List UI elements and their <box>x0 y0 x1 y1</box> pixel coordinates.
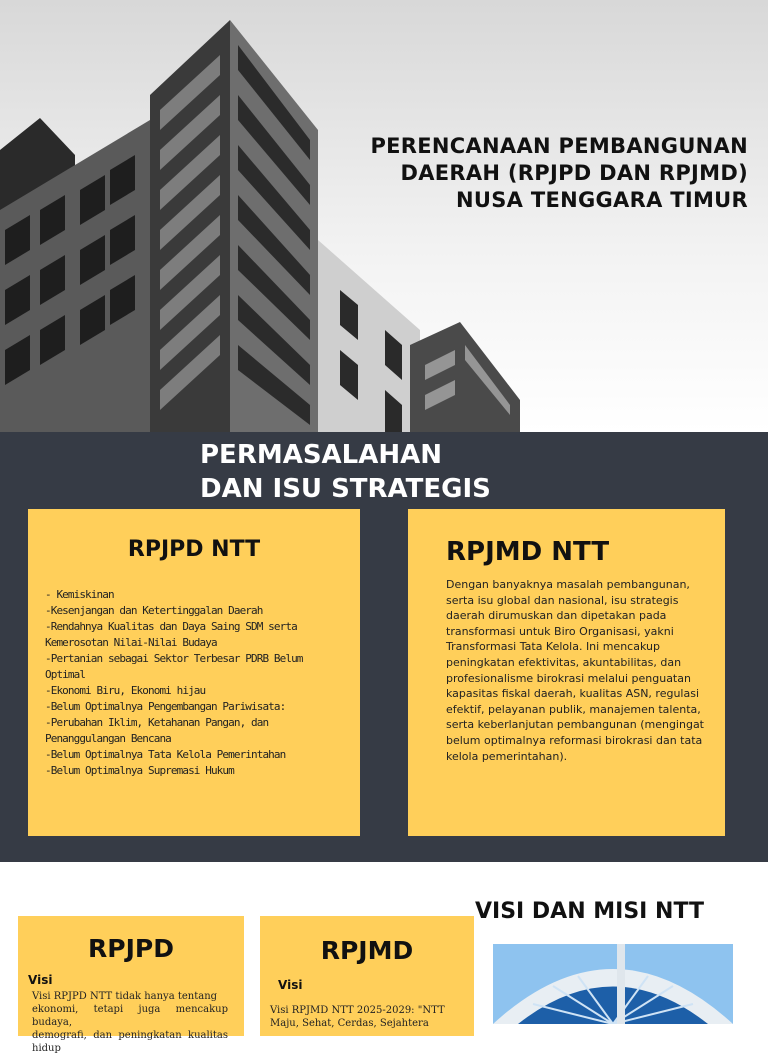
hero-title-line: PERENCANAAN PEMBANGUNAN <box>370 134 748 158</box>
text-line: daerah dirumuskan dan dipetakan pada <box>446 609 667 623</box>
rpjmd-vision-subtitle: Visi <box>278 978 303 992</box>
list-item: - Kemiskinan <box>45 588 114 601</box>
text-line: Transformasi Tata Kelola. Ini mencakup <box>446 640 660 654</box>
rpjpd-card-title: RPJPD NTT <box>127 537 261 562</box>
hero-title-line: DAERAH (RPJPD DAN RPJMD) <box>400 161 748 185</box>
rpjpd-vision-text <box>32 990 228 1055</box>
list-item: -Belum Optimalnya Tata Kelola Pemerintahan <box>45 748 286 761</box>
rpjpd-issues-card <box>28 509 360 836</box>
rpjmd-card-text <box>446 577 716 764</box>
list-item: Optimal <box>45 668 86 681</box>
list-item: -Rendahnya Kualitas dan Daya Saing SDM serta <box>45 620 297 633</box>
rpjmd-vision-text <box>270 1004 466 1030</box>
text-line: ekonomi, tetapi juga mencakup budaya, <box>32 1004 228 1028</box>
rpjpd-issues-list <box>45 587 345 779</box>
text-line: serta isu global dan nasional, isu strategis <box>446 593 679 607</box>
text-line: kelola pemerintahan). <box>446 749 568 763</box>
text-line: serta keberlanjutan pembangunan (mengingat <box>446 718 704 732</box>
government-building-photo <box>493 944 733 1024</box>
list-item: -Pertanian sebagai Sektor Terbesar PDRB Belum <box>45 652 303 665</box>
list-item: -Belum Optimalnya Pengembangan Pariwisata: <box>45 700 286 713</box>
list-item: -Belum Optimalnya Supremasi Hukum <box>45 764 234 777</box>
list-item: Kemerosotan Nilai-Nilai Budaya <box>45 636 217 649</box>
text-line: demografi, dan peningkatan kualitas hidup <box>32 1030 228 1054</box>
rpjmd-card-title: RPJMD NTT <box>446 537 610 567</box>
hero-banner <box>0 0 768 432</box>
list-item: Penanggulangan Bencana <box>45 732 171 745</box>
text-line: Dengan banyaknya masalah pembangunan, <box>446 578 690 591</box>
text-line: peningkatan efektivitas, akuntabilitas, dan <box>446 655 682 669</box>
rpjpd-vision-title: RPJPD <box>88 934 174 963</box>
text-line: transformasi untuk Biro Organisasi, yakni <box>446 624 674 638</box>
text-line: Visi RPJMD NTT 2025-2029: "NTT <box>270 1005 445 1016</box>
dome-illustration <box>493 944 733 1024</box>
section-title <box>200 438 491 506</box>
hero-title-line: NUSA TENGGARA TIMUR <box>456 188 748 212</box>
text-line: kapasitas fiskal daerah, kualitas ASN, regulasi <box>446 687 700 701</box>
text-line: profesionalisme birokrasi melalui penguatan <box>446 671 691 685</box>
rpjmd-issues-card <box>408 509 725 836</box>
rpjpd-vision-card <box>18 916 244 1054</box>
text-line: efektif, pelayanan publik, manajemen talenta, <box>446 702 701 716</box>
building-photo <box>0 0 768 432</box>
text-line: belum optimalnya reformasi birokrasi dan tata <box>446 733 703 747</box>
text-line: Maju, Sehat, Cerdas, Sejahtera <box>270 1018 429 1029</box>
hero-title <box>308 133 748 214</box>
vision-mission-title: VISI DAN MISI NTT <box>475 899 704 924</box>
rpjmd-vision-card <box>260 916 474 1036</box>
section-title-line: DAN ISU STRATEGIS <box>200 474 491 504</box>
rpjpd-vision-subtitle: Visi <box>28 973 53 987</box>
list-item: -Kesenjangan dan Ketertinggalan Daerah <box>45 604 263 617</box>
rpjmd-vision-title: RPJMD <box>320 936 414 965</box>
text-line: Visi RPJPD NTT tidak hanya tentang <box>32 991 218 1002</box>
list-item: -Perubahan Iklim, Ketahanan Pangan, dan <box>45 716 269 729</box>
section-title-line: PERMASALAHAN <box>200 440 443 470</box>
list-item: -Ekonomi Biru, Ekonomi hijau <box>45 684 206 697</box>
